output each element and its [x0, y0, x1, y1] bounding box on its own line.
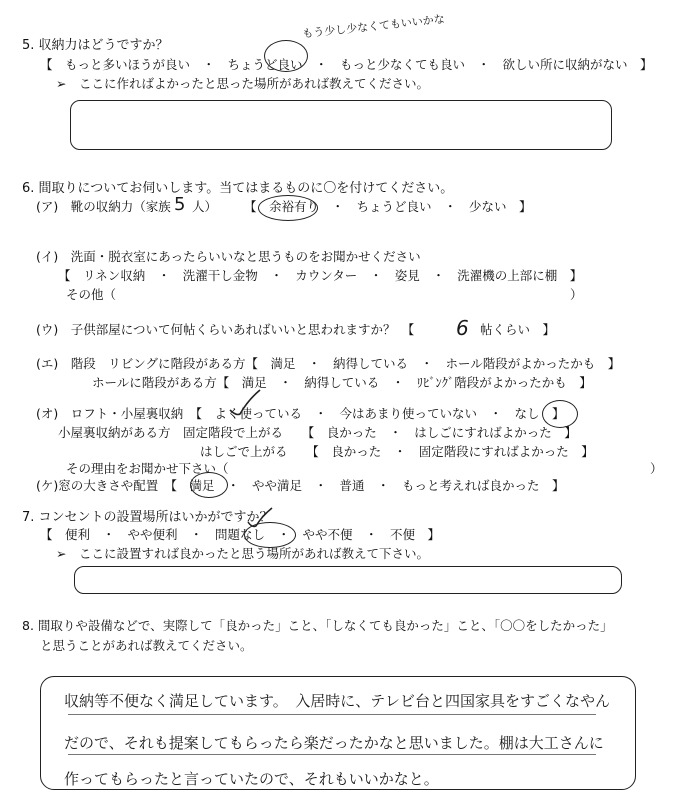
- q5-answer-box: [70, 100, 612, 150]
- q6o-line3: はしごで上がる 【 良かった ・ 固定階段にすればよかった 】: [200, 444, 594, 459]
- q5-prompt: ➢ ここに作ればよかったと思った場所があれば教えてください。: [56, 76, 429, 91]
- q6e-line2: ホールに階段がある方【 満足 ・ 納得している ・ ﾘﾋﾞﾝｸﾞ階段がよかったかも 】: [92, 375, 592, 390]
- q6ke-circle-mark: [190, 472, 228, 498]
- q6o-check-mark: [226, 386, 266, 420]
- q6-title: 6. 間取りについてお伺いします。当てはまるものに〇を付けてください。: [22, 181, 454, 196]
- q6i-other: その他（: [66, 287, 117, 302]
- q8-answer-line3: 作ってもらったと言っていたので、それもいいかなと。: [64, 770, 439, 788]
- q6o-circle-nashi: [542, 400, 578, 428]
- q6a-label-end: 人）: [192, 199, 218, 214]
- q6u-label-end: 帖くらい 】: [480, 322, 556, 337]
- q6i-other-close: ）: [570, 287, 583, 302]
- q6a-circle-mark: [258, 195, 318, 221]
- q5-circle-mark: [264, 40, 308, 72]
- q8-answer-line1: 収納等不便なく満足しています。 入居時に、テレビ台と四国家具をすごくなやん: [64, 692, 611, 710]
- q7-answer-box: [74, 566, 622, 594]
- q5-options: 【 もっと多いほうが良い ・ ちょうど良い ・ もっと少なくても良い ・ 欲しい所に収納がない 】: [40, 57, 653, 72]
- q7-prompt: ➢ ここに設置すれば良かったと思う場所があれば教えて下さい。: [56, 546, 429, 561]
- q6a-label: (ア) 靴の収納力（家族: [36, 199, 171, 214]
- q6ke-line: (ケ)窓の大きさや配置 【 満足 ・ やや満足 ・ 普通 ・ もっと考えれば良かった 】: [36, 478, 565, 493]
- q6i-options: 【 リネン収納 ・ 洗濯干し金物 ・ カウンター ・ 姿見 ・ 洗濯機の上部に棚 】: [58, 268, 583, 283]
- q7-options: 【 便利 ・ やや便利 ・ 問題なし ・ やや不便 ・ 不便 】: [40, 527, 441, 542]
- q6i-label: (イ) 洗面・脱衣室にあったらいいなと思うものをお聞かせください: [36, 249, 421, 264]
- q6o-line4-close: ）: [650, 461, 663, 476]
- q5-handwritten-note: もう少し少なくてもいいかな: [301, 12, 446, 41]
- q6e-line1: (エ) 階段 リビングに階段がある方【 満足 ・ 納得している ・ ホール階段がよかったかも 】: [36, 356, 621, 371]
- q7-check-mark: [244, 506, 278, 532]
- q8-title2: と思うことがあれば教えてください。: [40, 638, 253, 653]
- q8-rule-1: [68, 714, 596, 715]
- q8-title: 8. 間取りや設備などで、実際して「良かった」こと、「しなくても良かった」こと、「〇〇をしたかった」: [22, 618, 613, 633]
- q6o-line1: (オ) ロフト・小屋裏収納 【 よく使っている ・ 今はあまり使っていない ・ なし 】: [36, 406, 565, 421]
- q6u-label: (ウ) 子供部屋について何帖くらいあればいいと思われますか？ 【: [36, 322, 415, 337]
- q6a-options: 【 余裕有り ・ ちょうど良い ・ 少ない 】: [244, 199, 532, 214]
- q6o-line2: 小屋裏収納がある方 固定階段で上がる 【 良かった ・ はしごにすればよかった 】: [58, 425, 577, 440]
- q6a-family-count: 5: [174, 194, 186, 215]
- q5-title: 5. 収納力はどうですか？: [22, 38, 169, 53]
- q6u-answer: 6: [456, 316, 469, 340]
- q7-title: 7. コンセントの設置場所はいかがですか？: [22, 510, 273, 525]
- q8-answer-line2: だので、それも提案してもらったら楽だったかなと思いました。棚は大工さんに: [64, 734, 604, 752]
- q6o-line4: その理由をお聞かせ下さい（: [66, 461, 229, 476]
- q8-rule-2: [68, 754, 596, 755]
